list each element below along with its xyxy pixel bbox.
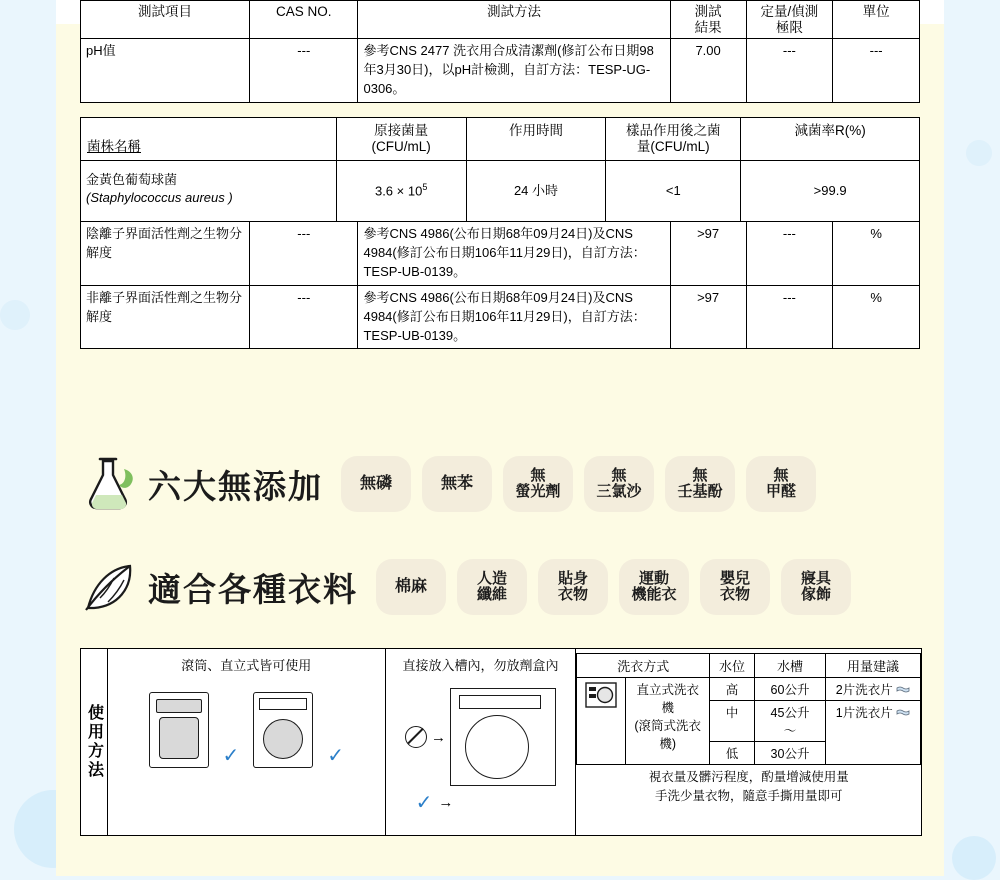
table-row <box>577 678 921 701</box>
usage-column-dosage <box>576 649 921 835</box>
sheet-icon <box>896 685 910 697</box>
cell-result: 7.00 <box>670 39 746 103</box>
washer-drawer-icon <box>450 688 556 786</box>
feature-no-additives-title: 六大無添加 <box>148 467 323 505</box>
usage-instructions-box <box>80 648 922 836</box>
placement-diagram-row2 <box>416 790 576 815</box>
pill-line1: 無 <box>530 466 546 484</box>
cell-item: 非離子界面活性劑之生物分解度 <box>81 285 250 349</box>
prohibited-icon <box>405 726 427 748</box>
check-icon: ✓ <box>222 745 240 767</box>
usage-side-label-text: 使用方法 <box>85 704 103 780</box>
level-low: 低 <box>710 742 755 765</box>
table-row <box>81 222 920 286</box>
table-row <box>81 160 920 221</box>
placement-diagram-row1 <box>386 688 576 786</box>
col-tank: 水槽 <box>755 654 826 678</box>
dose-high: 2片洗衣片 <box>826 678 921 701</box>
pill-line1: 無 <box>692 466 708 484</box>
pill-sportswear <box>619 559 689 615</box>
pill-no-benzene: 無苯 <box>422 456 492 512</box>
arrow-right-icon: → <box>431 728 447 746</box>
col-method: 測試方法 <box>358 1 670 39</box>
check-icon: ✓ <box>327 745 345 767</box>
pill-line2: 衣物 <box>719 586 750 603</box>
feature-no-additives-row <box>80 455 827 513</box>
pill-line2: 三氯沙 <box>596 483 642 500</box>
level-high: 高 <box>710 678 755 701</box>
cell-method: 參考CNS 4986(公布日期68年09月24日)及CNS 4984(修訂公布日期106年11月29日)，自訂方法：TESP-UB-0139。 <box>358 222 670 286</box>
pill-line2: 壬基酚 <box>677 483 723 500</box>
col-time: 作用時間 <box>466 117 606 160</box>
decorative-bubble <box>952 836 996 880</box>
pill-line1: 貼身 <box>557 569 588 587</box>
table-row <box>81 285 920 349</box>
dosage-note-line2: 手洗少量衣物，隨意手撕用量即可 <box>654 788 843 803</box>
machine-label-front-load: (滾筒式洗衣機) <box>634 719 702 751</box>
cell-result: >97 <box>670 285 746 349</box>
cell-limit: --- <box>746 39 833 103</box>
tank-high: 60公升 <box>755 678 826 701</box>
col-strain: 菌株名稱 <box>81 117 337 160</box>
cell-inoculum <box>336 160 466 221</box>
inoculum-value: 3.6 × 10 <box>374 183 423 199</box>
pill-line2: 傢飾 <box>800 586 831 603</box>
flask-icon <box>80 455 138 513</box>
cell-unit: --- <box>833 39 920 103</box>
leaf-icon <box>80 558 138 616</box>
col-rate: 減菌率R(%) <box>741 117 920 160</box>
washer-small-icon <box>584 680 618 710</box>
cell-item: 陰離子界面活性劑之生物分解度 <box>81 222 250 286</box>
sheet-icon <box>896 708 910 720</box>
dosage-note <box>576 768 921 806</box>
strain-name-latin: (Staphylococcus aureus ) <box>86 190 233 206</box>
table-header-row <box>81 117 920 160</box>
check-icon: ✓ <box>415 792 433 814</box>
usage-col1-title: 滾筒、直立式皆可使用 <box>181 658 312 673</box>
decorative-bubble <box>0 300 30 330</box>
pill-synthetic-fiber <box>457 559 527 615</box>
pill-no-fluorescent <box>503 456 573 512</box>
col-unit: 單位 <box>833 1 920 39</box>
pill-line1: 寢具 <box>800 569 831 587</box>
pill-line2: 螢光劑 <box>515 483 561 500</box>
col-cas: CAS NO. <box>250 1 358 39</box>
pill-line1: 人造 <box>476 569 507 587</box>
cell-rate: >99.9 <box>741 160 920 221</box>
table-header-row <box>81 1 920 39</box>
col-inoculum: 原接菌量 (CFU/mL) <box>336 117 466 160</box>
table-spacer <box>80 103 920 117</box>
dosage-table <box>576 653 921 765</box>
machine-label-top-load: 直立式洗衣機 <box>636 683 699 715</box>
pill-line2: 機能衣 <box>631 586 677 603</box>
tank-tilde: ～ <box>783 724 797 738</box>
pill-no-nonylphenol <box>665 456 735 512</box>
pill-cotton-linen: 棉麻 <box>376 559 446 615</box>
cell-result: >97 <box>670 222 746 286</box>
pill-no-triclosan <box>584 456 654 512</box>
dosage-note-line1: 視衣量及髒污程度，酌量增減使用量 <box>648 770 849 784</box>
pill-no-formaldehyde <box>746 456 816 512</box>
col-item: 測試項目 <box>81 1 250 39</box>
pill-line1: 無 <box>611 466 627 484</box>
pill-line1: 嬰兒 <box>719 569 750 587</box>
front-load-washer-icon <box>253 692 313 768</box>
col-wash-method: 洗衣方式 <box>577 654 710 678</box>
pill-line2: 衣物 <box>557 586 588 603</box>
cell-time: 24 小時 <box>466 160 606 221</box>
cell-method: 參考CNS 4986(公布日期68年09月24日)及CNS 4984(修訂公布日期106年11月29日)，自訂方法：TESP-UB-0139。 <box>358 285 670 349</box>
cell-strain <box>81 160 337 221</box>
col-after: 樣品作用後之菌 量(CFU/mL) <box>606 117 741 160</box>
pill-intimate-wear <box>538 559 608 615</box>
cell-cas: --- <box>250 285 358 349</box>
pill-line2: 纖維 <box>476 586 507 603</box>
dose-low: 1片洗衣片 <box>826 701 921 765</box>
pill-no-phosphorus: 無磷 <box>341 456 411 512</box>
feature-fabrics-title: 適合各種衣料 <box>148 570 358 608</box>
cell-cas: --- <box>250 39 358 103</box>
ph-test-table <box>80 0 920 103</box>
inoculum-exponent: 5 <box>422 182 428 193</box>
table-row <box>81 39 920 103</box>
pill-baby-clothes <box>700 559 770 615</box>
pill-bedding <box>781 559 851 615</box>
decorative-bubble <box>966 140 992 166</box>
washer-icon-cell <box>577 678 626 765</box>
cell-item: pH值 <box>81 39 250 103</box>
col-dose: 用量建議 <box>826 654 921 678</box>
top-load-washer-icon <box>149 692 209 768</box>
usage-column-placement <box>386 649 577 835</box>
col-limit: 定量/偵測 極限 <box>746 1 833 39</box>
cell-unit: % <box>833 285 920 349</box>
cell-method: 參考CNS 2477 洗衣用合成清潔劑(修訂公布日期98年3月30日)，以pH計檢測，自訂方法：TESP-UG-0306。 <box>358 39 670 103</box>
pill-line1: 無 <box>773 466 789 484</box>
cell-limit: --- <box>746 222 833 286</box>
tank-mid: 45公升 ～ <box>755 701 826 742</box>
col-result: 測試 結果 <box>670 1 746 39</box>
bacteria-test-table <box>80 117 920 223</box>
tank-low: 30公升 <box>755 742 826 765</box>
machine-illustrations <box>108 692 385 768</box>
usage-col2-title: 直接放入槽內，勿放劑盒內 <box>402 658 559 673</box>
pill-line2: 甲醛 <box>765 483 796 500</box>
cell-unit: % <box>833 222 920 286</box>
strain-name-cn: 金黃色葡萄球菌 <box>86 171 178 187</box>
machine-type-cell <box>626 678 710 765</box>
arrow-right-icon: → <box>438 794 454 811</box>
feature-fabrics-row <box>80 558 862 616</box>
test-report-tables <box>80 0 920 349</box>
usage-side-label <box>81 649 108 835</box>
col-water-level: 水位 <box>710 654 755 678</box>
pill-line1: 運動 <box>638 569 669 587</box>
cell-after: <1 <box>606 160 741 221</box>
surfactant-test-table <box>80 221 920 349</box>
cell-limit: --- <box>746 285 833 349</box>
usage-column-machines <box>108 649 386 835</box>
cell-cas: --- <box>250 222 358 286</box>
level-mid: 中 <box>710 701 755 742</box>
table-header-row <box>577 654 921 678</box>
